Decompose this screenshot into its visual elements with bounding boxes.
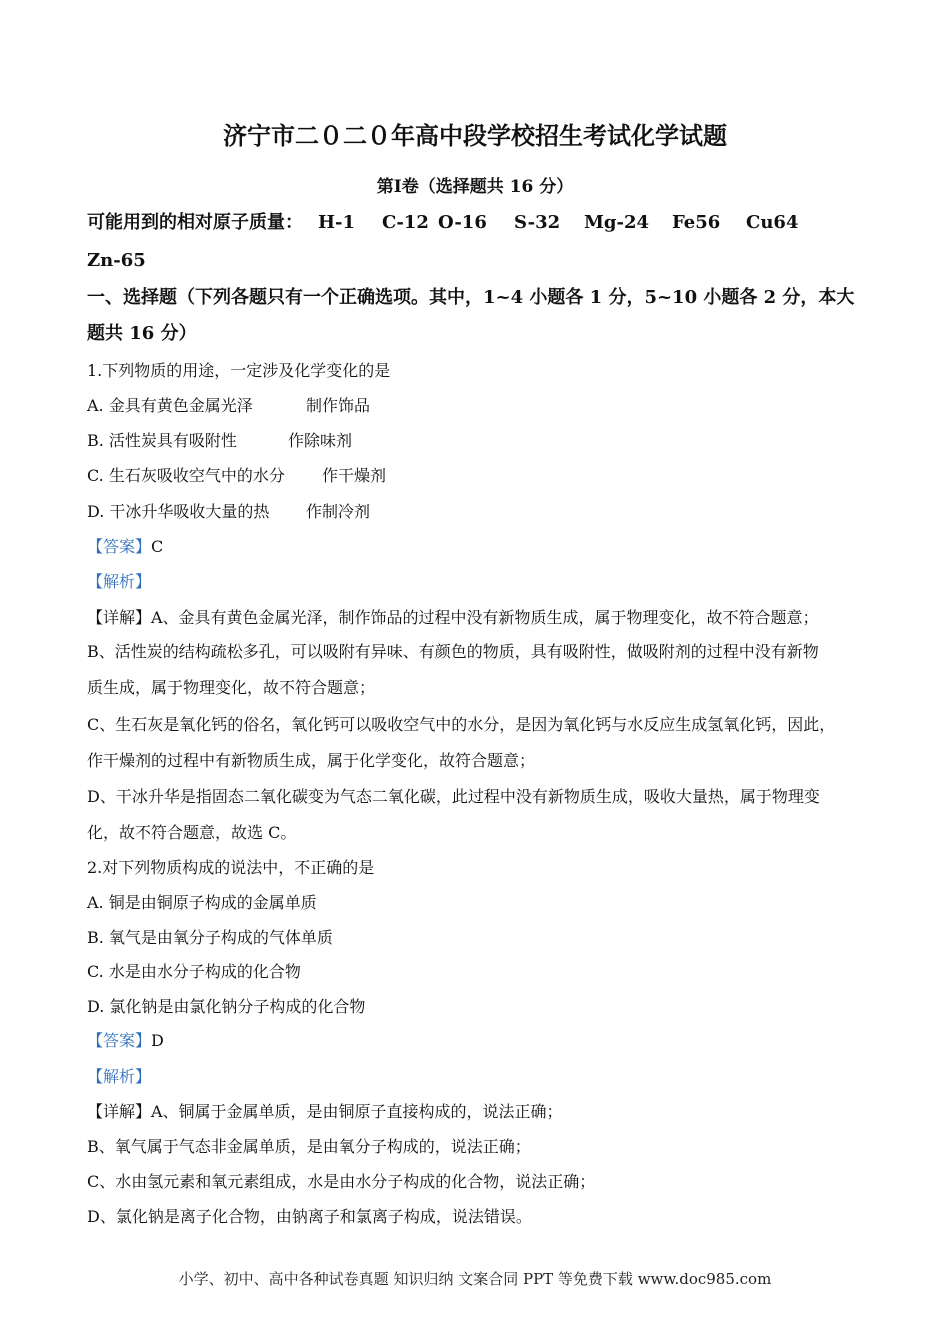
q1-option-text: B. 活性炭具有吸附性 [87,431,237,450]
q2-detail-line: 【详解】A、铜属于金属单质，是由铜原子直接构成的，说法正确； [87,1102,563,1121]
q1-option-use: 制作饰品 [306,396,371,415]
q1-detail-line: 化，故不符合题意，故选 C。 [87,823,297,842]
answer-value: D [151,1031,164,1050]
section-heading-cont: 题共 16 分） [87,323,197,344]
q1-option-b [87,431,237,451]
page-title: 济宁市二０二０年高中段学校招生考试化学试题 [223,121,727,150]
q2-option-b: B. 氧气是由氧分子构成的气体单质 [87,928,333,947]
atomic-mass-item: Mg-24 [584,212,650,233]
answer-tag: 【答案】 [87,537,152,556]
q1-detail-line: 作干燥剂的过程中有新物质生成，属于化学变化，故符合题意； [87,751,536,770]
atomic-mass-label: 可能用到的相对原子质量： [87,212,303,233]
atomic-mass-line [87,211,303,235]
answer-value: C [151,537,164,556]
q1-option-use: 作干燥剂 [322,466,387,485]
q2-option-c: C. 水是由水分子构成的化合物 [87,962,301,981]
q2-detail-line: C、水由氢元素和氧元素组成，水是由水分子构成的化合物，说法正确； [87,1172,596,1191]
q2-detail-line: D、氯化钠是离子化合物，由钠离子和氯离子构成，说法错误。 [87,1207,532,1226]
page-footer: 小学、初中、高中各种试卷真题 知识归纳 文案合同 PPT 等免费下载 www.doc985.com [178,1270,772,1288]
q2-option-d: D. 氯化钠是由氯化钠分子构成的化合物 [87,997,366,1016]
q1-option-d [87,502,269,522]
section-heading: 一、选择题（下列各题只有一个正确选项。其中，1~4 小题各 1 分，5~10 小题各 2 分，本大 [87,287,855,308]
atomic-mass-item: Cu64 [746,212,799,233]
q1-option-c [87,466,285,486]
q1-option-a [87,396,253,416]
q2-detail-line: B、氧气属于气态非金属单质，是由氧分子构成的，说法正确； [87,1137,531,1156]
atomic-mass-item-wrap: Zn-65 [87,250,146,271]
atomic-mass-item: Fe56 [672,212,721,233]
atomic-mass-item: O-16 [438,212,487,233]
q1-analysis-tag: 【解析】 [87,572,152,591]
atomic-mass-item: S-32 [514,212,561,233]
q1-option-use: 作制冷剂 [306,502,371,521]
q1-stem: 1.下列物质的用途，一定涉及化学变化的是 [87,361,391,380]
q2-option-a: A. 铜是由铜原子构成的金属单质 [87,893,317,912]
q1-detail-line: 【详解】A、金具有黄色金属光泽，制作饰品的过程中没有新物质生成，属于物理变化，故不符合题意； [87,608,819,627]
answer-tag: 【答案】 [87,1031,152,1050]
q1-detail-line: D、干冰升华是指固态二氧化碳变为气态二氧化碳，此过程中没有新物质生成，吸收大量热，属于物理变 [87,787,820,806]
atomic-mass-item: C-12 [382,212,429,233]
atomic-mass-item: H-1 [318,212,356,233]
q1-answer [87,537,163,557]
page-subtitle: 第Ⅰ卷（选择题共 16 分） [376,177,574,197]
q1-option-use: 作除味剂 [288,431,353,450]
q2-stem: 2.对下列物质构成的说法中，不正确的是 [87,858,375,877]
q1-detail-line: 质生成，属于物理变化，故不符合题意； [87,678,376,697]
q2-analysis-tag: 【解析】 [87,1067,152,1086]
q1-option-text: C. 生石灰吸收空气中的水分 [87,466,285,485]
q1-option-text: A. 金具有黄色金属光泽 [87,396,253,415]
q1-detail-line: C、生石灰是氧化钙的俗名，氧化钙可以吸收空气中的水分，是因为氧化钙与水反应生成氢氧化钙，因此， [87,715,836,734]
q2-answer [87,1031,164,1051]
q1-detail-line: B、活性炭的结构疏松多孔，可以吸附有异味、有颜色的物质，具有吸附性，做吸附剂的过程中没有新物 [87,642,819,661]
q1-option-text: D. 干冰升华吸收大量的热 [87,502,270,521]
